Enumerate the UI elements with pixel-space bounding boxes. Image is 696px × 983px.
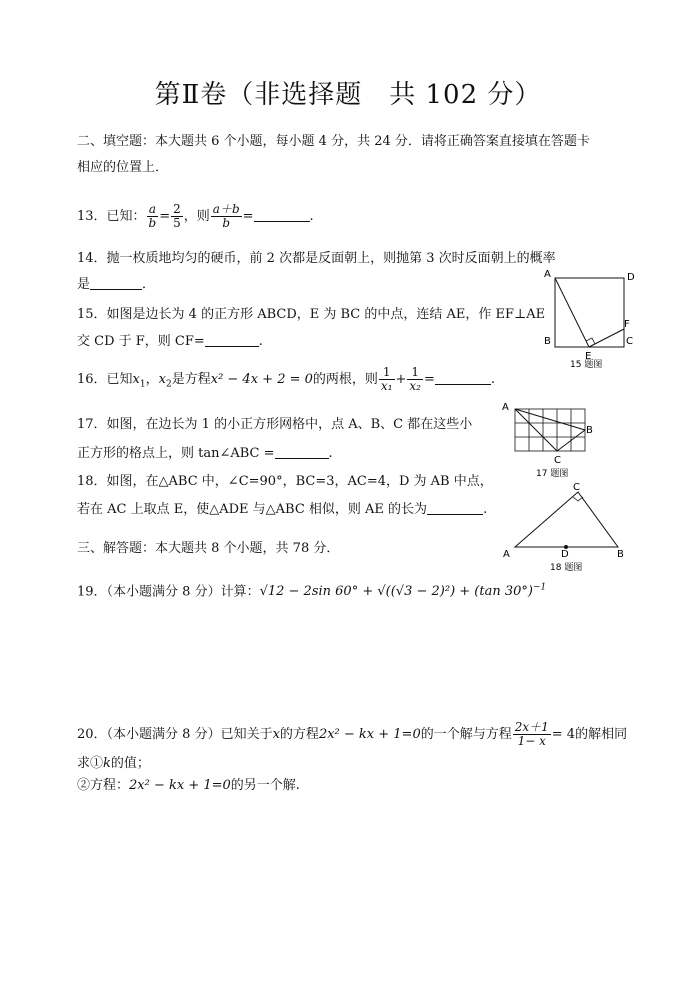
fig17-caption: 17 题图 — [536, 469, 569, 479]
figure-18 — [500, 478, 630, 574]
q13-fraction-2-5: $\frac{2}{5}$ — [173, 202, 181, 230]
fig18-label-c: C — [573, 482, 580, 493]
fig15-label-e: E — [585, 351, 592, 362]
answer-blank-18 — [427, 502, 483, 515]
q20-equation-1: 2x² − kx + 1=0 — [318, 727, 421, 742]
question-14: 14．抛一枚质地均匀的硬币，前 2 次都是反面朝上，则抛第 3 次时反面朝上的概率 — [77, 251, 556, 266]
question-20-part1: 求①k的值； — [77, 756, 150, 771]
answer-blank-16 — [435, 372, 491, 385]
fig18-caption: 18 题图 — [550, 563, 583, 573]
fig15-label-f: F — [624, 319, 630, 330]
answer-blank-17 — [275, 446, 329, 459]
fig15-label-d: D — [627, 272, 635, 283]
fig15-caption: 15 题图 — [570, 360, 603, 370]
fig17-label-b: B — [586, 425, 593, 436]
question-15: 15．如图是边长为 4 的正方形 ABCD，E 为 BC 的中点，连结 AE，作 EF⊥AE — [77, 307, 546, 322]
fig17-label-c: C — [554, 455, 561, 466]
section2-heading-cont: 相应的位置上． — [77, 160, 169, 175]
q19-expression: √12 − 2sin 60° + √((√3 − 2)²) + (tan 30°)$^{-1}$ — [259, 583, 547, 600]
question-14-cont: 是 ． — [77, 277, 156, 292]
fig15-label-a: A — [544, 269, 551, 280]
section2-heading: 二、填空题：本大题共 6 个小题，每小题 4 分，共 24 分．请将正确答案直接填在答题卡 — [77, 134, 590, 149]
question-20-part2: ②方程：2x² − kx + 1=0的另一个解. — [77, 778, 300, 793]
q13-fraction-a-b: $\frac{a}{b}$ — [148, 202, 157, 230]
q16-equation: x² − 4x + 2 = 0 — [210, 372, 313, 387]
answer-blank-14 — [90, 277, 142, 290]
question-17-cont: 正方形的格点上，则 tan∠ABC = . — [77, 446, 333, 461]
fig18-label-b: B — [617, 549, 624, 560]
q13-fraction-ab-b: $\frac{a+b}{b}$ — [212, 202, 240, 230]
fig15-line-ae — [555, 278, 589, 347]
fig18-label-a: A — [503, 549, 510, 560]
question-19: 19．（本小题满分 8 分）计算：√12 − 2sin 60° + √((√3 − 2)²) + (tan 30°)$^{-1}$ — [77, 583, 547, 600]
fig15-line-ef — [589, 329, 624, 347]
question-18-cont: 若在 AC 上取点 E，使△ADE 与△ABC 相似，则 AE 的长为 . — [77, 502, 488, 517]
figure-15 — [540, 266, 640, 370]
answer-blank-13 — [254, 209, 310, 222]
q13-lead: 13．已知： — [77, 209, 146, 224]
question-17: 17．如图，在边长为 1 的小正方形网格中，点 A、B、C 都在这些小 — [77, 417, 473, 432]
fig15-square — [555, 278, 624, 347]
section3-heading: 三、解答题：本大题共 8 个小题，共 78 分． — [77, 541, 340, 556]
fig18-triangle — [515, 492, 618, 547]
answer-blank-15 — [205, 334, 259, 347]
question-18: 18．如图，在△ABC 中，∠C=90°，BC=3，AC=4，D 为 AB 中点， — [77, 474, 493, 489]
question-15-cont: 交 CD 于 F，则 CF= . — [77, 334, 263, 349]
fig15-label-c: C — [626, 336, 633, 347]
q20-fraction: $\frac{2x+1}{1- x}$ — [514, 720, 549, 748]
fig18-label-d: D — [561, 549, 569, 560]
question-20: 20．（本小题满分 8 分）已知关于x的方程2x² − kx + 1=0的一个解与方程 $\frac{2x+1}{1- x}$ = 4的解相同 — [77, 720, 628, 748]
q16-fraction-1-x1: $\frac{1}{\text{x₁}}$ — [380, 365, 393, 393]
fig15-label-b: B — [544, 336, 551, 347]
question-16: 16．已知$x_1$，$x_2$是方程x² − 4x + 2 = 0的两根，则 $\frac{1}{\text{x₁}}$ + $\frac{1}{\text{x₂}}$ = . — [77, 365, 496, 393]
fig17-label-a: A — [502, 402, 509, 413]
question-13: 13．已知： $\frac{a}{b}$ = $\frac{2}{5}$ ，则 $\frac{a+b}{b}$ = . — [77, 202, 314, 230]
q16-fraction-1-x2: $\frac{1}{\text{x₂}}$ — [409, 365, 421, 393]
figure-17 — [500, 398, 600, 480]
page-title: 第Ⅱ卷（非选择题 共 102 分） — [154, 80, 542, 110]
